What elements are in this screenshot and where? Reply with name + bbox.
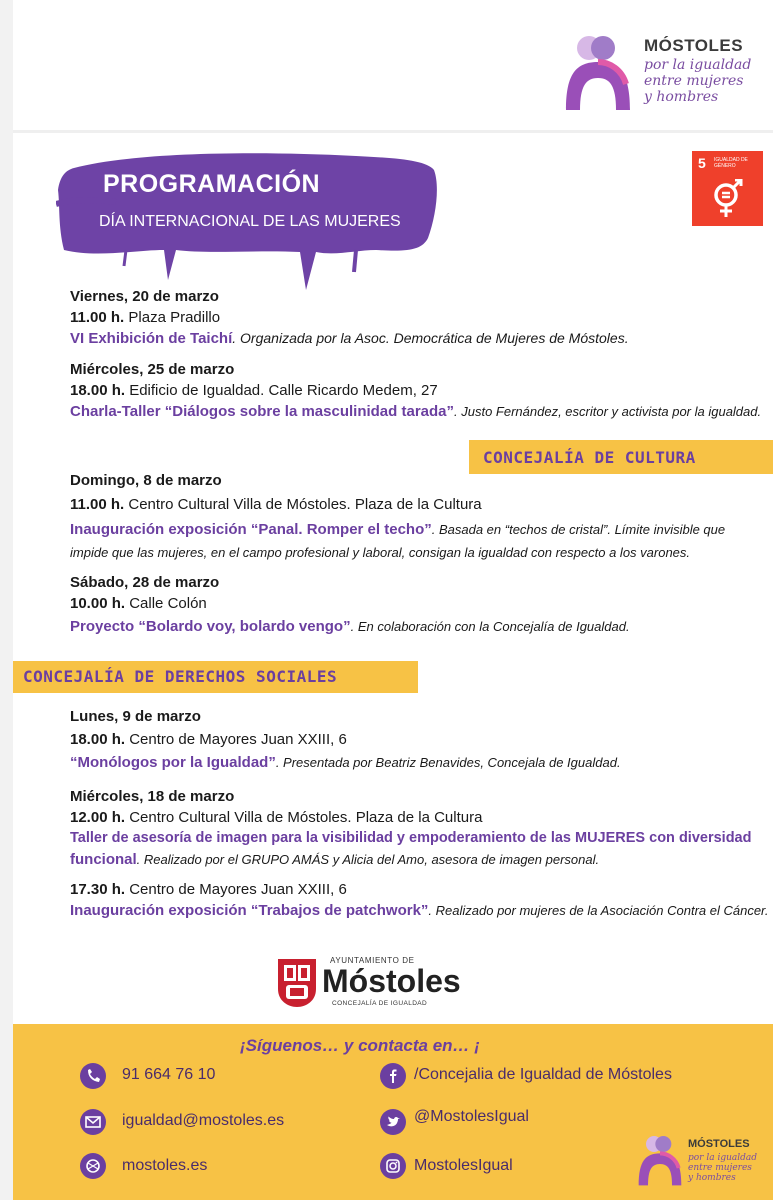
event-description <box>70 752 621 773</box>
event-place: Centro de Mayores Juan XXIII, 6 <box>125 881 347 898</box>
coat-of-arms-icon <box>276 957 318 1009</box>
event-day: Sábado, 28 de marzo <box>70 574 220 591</box>
event-title: Inauguración exposición “Trabajos de patchwork” <box>70 902 429 919</box>
event-title-continued: funcional <box>70 851 137 868</box>
event-panal <box>70 470 725 563</box>
mostoles-igualdad-logo <box>562 30 772 122</box>
event-monologos <box>70 706 621 773</box>
event-desc: . Justo Fernández, escritor y activista por la igualdad. <box>454 404 762 419</box>
event-time: 11.00 h. <box>70 496 125 513</box>
event-taichi <box>70 286 629 349</box>
tagline-line-1: por la igualdad <box>644 57 752 73</box>
banner-derechos-sociales <box>13 661 418 693</box>
tagline <box>688 1153 757 1183</box>
event-time: 11.00 h. <box>70 309 125 326</box>
facebook-handle[interactable]: /Concejalia de Igualdad de Móstoles <box>414 1066 672 1083</box>
m-symbol-icon <box>636 1134 684 1186</box>
phone-number[interactable]: 91 664 76 10 <box>122 1066 216 1083</box>
program-title: PROGRAMACIÓN <box>103 170 321 198</box>
event-description <box>70 900 769 921</box>
event-desc: . Presentada por Beatriz Benavides, Concejala de Igualdad. <box>275 755 621 770</box>
follow-heading: ¡Síguenos… y contacta en… ¡ <box>240 1036 480 1055</box>
sdg-label: IGUALDAD DE GÉNERO <box>714 157 748 169</box>
event-time-place <box>70 593 630 614</box>
brand-name: MÓSTOLES <box>688 1138 750 1150</box>
event-time: 12.00 h. <box>70 809 126 826</box>
website-link[interactable]: mostoles.es <box>122 1157 208 1174</box>
event-place: Edificio de Igualdad. Calle Ricardo Medem, 27 <box>125 382 438 399</box>
event-description <box>70 849 751 870</box>
event-desc: . Realizado por el GRUPO AMÁS y Alicia del Amo, asesora de imagen personal. <box>136 852 600 867</box>
event-time-place <box>70 380 761 401</box>
mostoles-igualdad-logo-small <box>636 1132 773 1200</box>
event-time-place <box>70 879 769 900</box>
sdg-5-badge <box>692 151 763 226</box>
event-description <box>70 401 761 422</box>
event-desc-continued: impide que las mujeres, en el campo profesional y laboral, consigan la igualdad con respecto a los varones. <box>70 545 691 560</box>
event-charla <box>70 359 761 422</box>
tagline-line-2: entre mujeres <box>644 73 744 89</box>
event-place: Plaza Pradillo <box>124 309 221 326</box>
sdg-number: 5 <box>698 155 706 171</box>
banner-derechos-label: CONCEJALÍA DE DERECHOS SOCIALES <box>23 667 338 686</box>
event-time: 18.00 h. <box>70 382 126 399</box>
instagram-icon <box>380 1153 406 1179</box>
event-day: Miércoles, 18 de marzo <box>70 788 235 805</box>
event-title: Charla-Taller “Diálogos sobre la masculinidad tarada” <box>70 403 455 420</box>
event-day: Lunes, 9 de marzo <box>70 708 201 725</box>
event-desc: . En colaboración con la Concejalía de Igualdad. <box>350 619 630 634</box>
tagline-line-2: entre mujeres <box>688 1163 752 1173</box>
tagline-line-3: y hombres <box>688 1173 736 1183</box>
event-title: Proyecto “Bolardo voy, bolardo vengo” <box>70 618 351 635</box>
tagline <box>644 57 751 105</box>
phone-icon <box>80 1063 106 1089</box>
event-description <box>70 616 630 637</box>
event-time-place <box>70 494 725 515</box>
ayuntamiento-name: Móstoles <box>322 963 461 999</box>
event-bolardo <box>70 572 630 637</box>
event-place: Centro Cultural Villa de Móstoles. Plaza de la Cultura <box>125 809 483 826</box>
event-time-place <box>70 729 621 750</box>
twitter-icon <box>380 1109 406 1135</box>
event-day: Miércoles, 25 de marzo <box>70 361 235 378</box>
event-desc: . Basada en “techos de cristal”. Límite invisible que <box>431 522 726 537</box>
event-time-place <box>70 807 751 828</box>
ayuntamiento-top-label: AYUNTAMIENTO DE <box>330 956 415 965</box>
brand-name: MÓSTOLES <box>644 36 744 55</box>
event-title: “Monólogos por la Igualdad” <box>70 754 276 771</box>
event-time-place <box>70 307 629 328</box>
instagram-handle[interactable]: MostolesIgual <box>414 1157 513 1174</box>
event-place: Calle Colón <box>125 595 207 612</box>
event-time: 18.00 h. <box>70 731 126 748</box>
event-title: Inauguración exposición “Panal. Romper el techo” <box>70 521 432 538</box>
event-day: Viernes, 20 de marzo <box>70 288 219 305</box>
program-subtitle: DÍA INTERNACIONAL DE LAS MUJERES <box>99 213 401 230</box>
event-patchwork <box>70 879 769 921</box>
event-place: Centro Cultural Villa de Móstoles. Plaza de la Cultura <box>124 496 482 513</box>
tagline-line-1: por la igualdad <box>688 1153 758 1163</box>
event-title: VI Exhibición de Taichí <box>70 330 233 347</box>
event-place: Centro de Mayores Juan XXIII, 6 <box>125 731 347 748</box>
twitter-handle[interactable]: @MostolesIgual <box>414 1108 529 1125</box>
banner-cultura <box>469 440 773 474</box>
event-taller-imagen <box>70 786 751 870</box>
event-desc: . Organizada por la Asoc. Democrática de Mujeres de Móstoles. <box>232 330 629 346</box>
event-desc: . Realizado por mujeres de la Asociación Contra el Cáncer. <box>428 903 769 918</box>
email-icon <box>80 1109 106 1135</box>
gender-equality-icon <box>710 179 746 219</box>
m-symbol-icon <box>562 34 634 110</box>
event-time: 10.00 h. <box>70 595 126 612</box>
web-icon <box>80 1153 106 1179</box>
tagline-line-3: y hombres <box>644 89 719 105</box>
event-day: Domingo, 8 de marzo <box>70 472 222 489</box>
event-title: Taller de asesoría de imagen para la visibilidad y empoderamiento de las MUJERES con diversidad <box>70 830 752 846</box>
ayuntamiento-sub-label: CONCEJALÍA DE IGUALDAD <box>332 1000 428 1007</box>
event-description <box>70 328 629 349</box>
event-time: 17.30 h. <box>70 881 126 898</box>
facebook-icon <box>380 1063 406 1089</box>
banner-cultura-label: CONCEJALÍA DE CULTURA <box>483 448 696 467</box>
left-margin-bar <box>0 0 13 1200</box>
ayuntamiento-logo <box>276 955 476 1011</box>
event-description <box>70 519 725 540</box>
email-address[interactable]: igualdad@mostoles.es <box>122 1112 285 1129</box>
